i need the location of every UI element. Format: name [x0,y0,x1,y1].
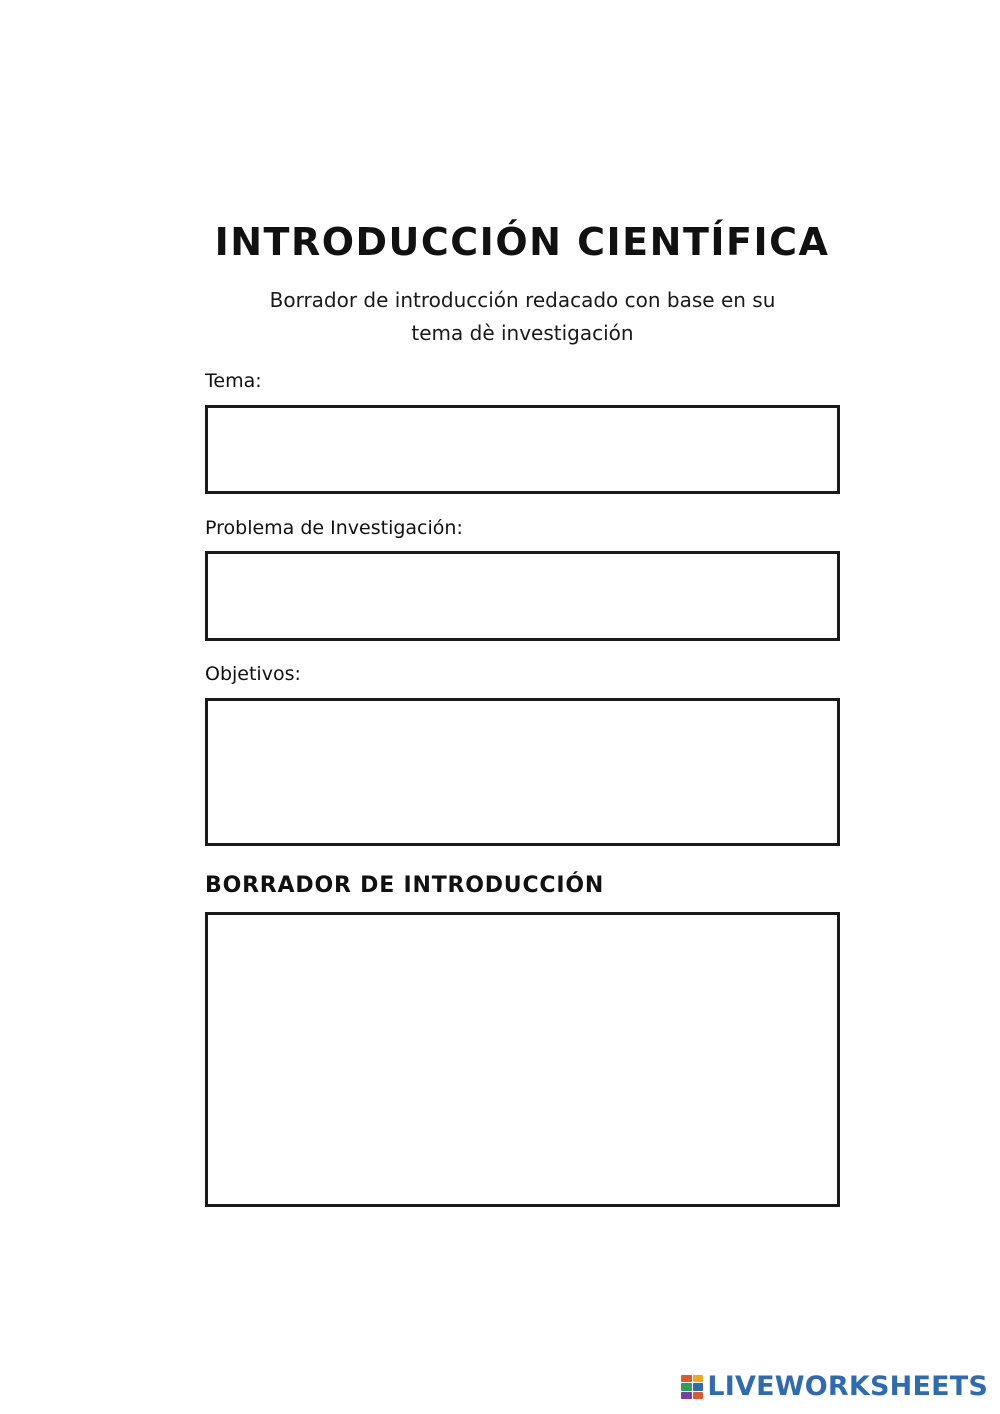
liveworksheets-brand: LIVEWORKSHEETS [707,1371,988,1402]
liveworksheets-footer [681,1372,988,1402]
worksheet-title: INTRODUCCIÓN CIENTÍFICA [214,220,830,264]
draft-heading: BORRADOR DE INTRODUCCIÓN [205,873,605,898]
logo-block [693,1383,704,1390]
problema-answer-box[interactable] [205,551,840,641]
logo-block [681,1383,692,1390]
tema-label: Tema: [205,370,262,392]
worksheet-subtitle: Borrador de introducción redacado con base en su tema dè investigación [269,288,776,345]
logo-block [693,1375,704,1382]
draft-answer-box[interactable] [205,912,840,1207]
objetivos-answer-box[interactable] [205,698,840,846]
logo-block [693,1392,704,1399]
problema-label: Problema de Investigación: [205,517,463,539]
objetivos-label: Objetivos: [205,663,301,685]
logo-block [681,1375,692,1382]
logo-block [681,1392,692,1399]
liveworksheets-logo-icon [681,1375,703,1399]
tema-answer-box[interactable] [205,405,840,494]
